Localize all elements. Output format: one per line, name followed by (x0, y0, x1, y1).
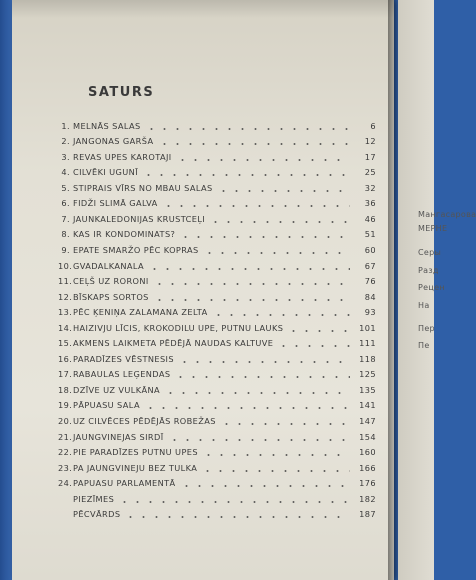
toc-entry-number: 15. (58, 338, 73, 349)
facing-page-fragment: Пе (418, 341, 430, 350)
toc-entry-title: GVADALKANALA (73, 260, 145, 271)
toc-entry (58, 460, 376, 475)
toc-entry-page-number: 84 (364, 291, 376, 302)
toc-entry-number: 9. (61, 244, 70, 255)
toc-leader-dots (158, 143, 351, 145)
toc-entry (58, 429, 376, 444)
toc-entry-number: 3. (61, 151, 70, 162)
toc-entry-title: REVAS UPES KAROTAJI (73, 151, 172, 162)
toc-entry-number: 8. (61, 229, 70, 240)
toc-entry-page-number: 166 (359, 462, 376, 473)
toc-entry (58, 274, 376, 289)
toc-entry-title: PAPUASU PARLAMENTĀ (73, 478, 176, 489)
toc-leader-dots (124, 516, 350, 518)
toc-leader-dots (148, 268, 350, 270)
toc-entry-page-number: 141 (359, 400, 376, 411)
toc-entry-page-number: 111 (359, 338, 376, 349)
toc-leader-dots (144, 407, 350, 409)
toc-leader-dots (174, 376, 350, 378)
toc-entry-number: 1. (61, 120, 70, 131)
toc-entry-page-number: 17 (364, 151, 376, 162)
toc-entry-title: PARADĪZES VĒSTNESIS (73, 353, 174, 364)
toc-entry (58, 445, 376, 460)
toc-entry (58, 367, 376, 382)
toc-entry-page-number: 135 (359, 384, 376, 395)
toc-entry (58, 413, 376, 428)
toc-entry-title: KAS IR KONDOMINATS? (73, 229, 176, 240)
facing-page-fragment: Пер (418, 324, 435, 333)
toc-entry-page-number: 32 (364, 182, 376, 193)
toc-entry-page-number: 101 (359, 322, 376, 333)
toc-entry-title: PIE PARADĪZES PUTNU UPES (73, 447, 198, 458)
page-title: SATURS (88, 85, 155, 100)
facing-page-fragment: МЕРНЕ (418, 224, 448, 233)
toc-entry-title: PĒCVĀRDS (73, 509, 121, 520)
toc-leader-dots (180, 485, 350, 487)
toc-entry-page-number: 182 (359, 493, 376, 504)
toc-entry-title: JAUNGVINEJAS SIRDĪ (73, 431, 164, 442)
toc-leader-dots (220, 423, 350, 425)
toc-leader-dots (162, 205, 350, 207)
toc-entry-title: CILVĒKI UGUNĪ (73, 167, 139, 178)
toc-entry-page-number: 176 (359, 478, 376, 489)
toc-leader-dots (217, 190, 350, 192)
toc-entry-page-number: 51 (364, 229, 376, 240)
toc-entry-page-number: 46 (364, 213, 376, 224)
toc-entry-title: JANGONAS GARŠA (73, 136, 154, 147)
toc-entry-title: AKMENS LAIKMETA PĒDĒJĀ NAUDAS KALTUVE (73, 338, 274, 349)
toc-entry (58, 491, 376, 506)
toc-entry-number: 10. (58, 260, 73, 271)
toc-entry-page-number: 76 (364, 276, 376, 286)
toc-entry-title: PĀPUASU SALA (73, 400, 140, 411)
toc-entry (58, 398, 376, 413)
toc-entry-title: PĒC ĶENIŅA ZALAMANA ZELTA (73, 307, 208, 318)
toc-entry (58, 180, 376, 195)
page-shadow (12, 0, 394, 18)
toc-entry-number: 21. (58, 431, 73, 442)
toc-entry-page-number: 60 (364, 244, 376, 255)
toc-entry (58, 118, 376, 133)
toc-entry-page-number: 125 (359, 369, 376, 380)
toc-entry-number: 22. (58, 447, 73, 458)
toc-entry-number: 7. (61, 213, 70, 224)
facing-page-fragment: Серы (418, 248, 442, 257)
toc-entry-page-number: 160 (359, 447, 376, 458)
toc-entry-page-number: 36 (364, 198, 376, 209)
toc-entry-number: 16. (58, 353, 73, 364)
toc-entry (58, 242, 376, 257)
toc-entry-number: 4. (61, 167, 70, 178)
toc-leader-dots (153, 283, 350, 285)
toc-entry-number: 5. (61, 182, 70, 193)
toc-entry (58, 351, 376, 366)
toc-entry (58, 165, 376, 180)
facing-page-fragment: Рецен (418, 283, 445, 292)
toc-entry-number: 13. (58, 307, 73, 318)
toc-entry (58, 211, 376, 226)
toc-entry-title: RABAULAS LEĢENDAS (73, 369, 171, 380)
toc-entry-number: 2. (61, 136, 70, 147)
toc-entry-page-number: 187 (359, 509, 376, 520)
toc-leader-dots (118, 501, 350, 503)
toc-entry-number: 19. (58, 400, 73, 411)
toc-leader-dots (277, 345, 350, 347)
toc-entry (58, 134, 376, 149)
toc-entry-title: HAIZIVJU LĪCIS, KROKODILU UPE, PUTNU LAUKS (73, 322, 284, 333)
toc-entry (58, 382, 376, 397)
toc-entry (58, 320, 376, 335)
toc-entry-page-number: 6 (370, 120, 376, 131)
toc-entry (58, 476, 376, 491)
book-gutter (388, 0, 398, 580)
toc-entry-title: FIDŽI SLIMĀ GALVA (73, 198, 158, 209)
toc-entry-title: PIEZĪMES (73, 493, 115, 504)
toc-leader-dots (203, 252, 350, 254)
toc-entry-page-number: 93 (364, 307, 376, 318)
toc-leader-dots (179, 236, 350, 238)
toc-entry-number: 14. (58, 322, 73, 333)
toc-entry (58, 227, 376, 242)
toc-entry-number: 6. (61, 198, 70, 209)
toc-entry-number: 18. (58, 384, 73, 395)
toc-entry-page-number: 147 (359, 415, 376, 426)
toc-entry-title: STIPRAIS VĪRS NO MBAU SALAS (73, 182, 213, 193)
toc-leader-dots (202, 454, 350, 456)
toc-entry-number: 23. (58, 462, 73, 473)
toc-entry-title: BĪSKAPS SORTOS (73, 291, 149, 302)
toc-entry-title: PA JAUNGVINEJU BEZ TULKA (73, 462, 198, 473)
toc-entry-page-number: 154 (359, 431, 376, 442)
facing-page-fragment: Разд (418, 266, 439, 275)
toc-entry-number: 11. (58, 276, 73, 286)
toc-entry-page-number: 12 (364, 136, 376, 147)
toc-entry-title: JAUNKALEDONIJAS KRUSTCEĻI (73, 213, 206, 224)
toc-entry-number: 20. (58, 415, 73, 426)
toc-entry-title: MELNĀS SALAS (73, 120, 141, 131)
toc-leader-dots (176, 159, 350, 161)
toc-entry (58, 336, 376, 351)
toc-entry-page-number: 118 (359, 353, 376, 364)
toc-leader-dots (209, 221, 350, 223)
facing-page-fragment: Мангасарова (418, 210, 476, 219)
facing-page-fragment: На (418, 301, 430, 310)
toc-entry-title: UZ CILVĒCES PĒDĒJĀS ROBEŽAS (73, 415, 216, 426)
toc-leader-dots (145, 128, 350, 130)
toc-entry-page-number: 25 (364, 167, 376, 178)
toc-leader-dots (153, 299, 350, 301)
toc-entry (58, 258, 376, 273)
toc-leader-dots (212, 314, 350, 316)
toc-entry (58, 196, 376, 211)
toc-entry-title: EPATE SMARŽO PĒC KOPRAS (73, 244, 199, 255)
toc-entry-page-number: 67 (364, 260, 376, 271)
toc-leader-dots (142, 174, 350, 176)
toc-entry (58, 149, 376, 164)
toc-entry (58, 289, 376, 304)
toc-leader-dots (201, 470, 350, 472)
toc-leader-dots (164, 392, 350, 394)
toc-entry-number: 17. (58, 369, 73, 380)
toc-leader-dots (178, 361, 350, 363)
toc-entry (58, 507, 376, 522)
toc-entry-title: DZĪVE UZ VULKĀNA (73, 384, 161, 395)
toc-leader-dots (168, 439, 350, 441)
toc-entry-title: CEĻŠ UZ RORONI (73, 276, 149, 286)
toc-entry-number: 12. (58, 291, 73, 302)
toc-entry-number: 24. (58, 478, 73, 489)
toc-entry (58, 305, 376, 320)
toc-leader-dots (287, 330, 350, 332)
